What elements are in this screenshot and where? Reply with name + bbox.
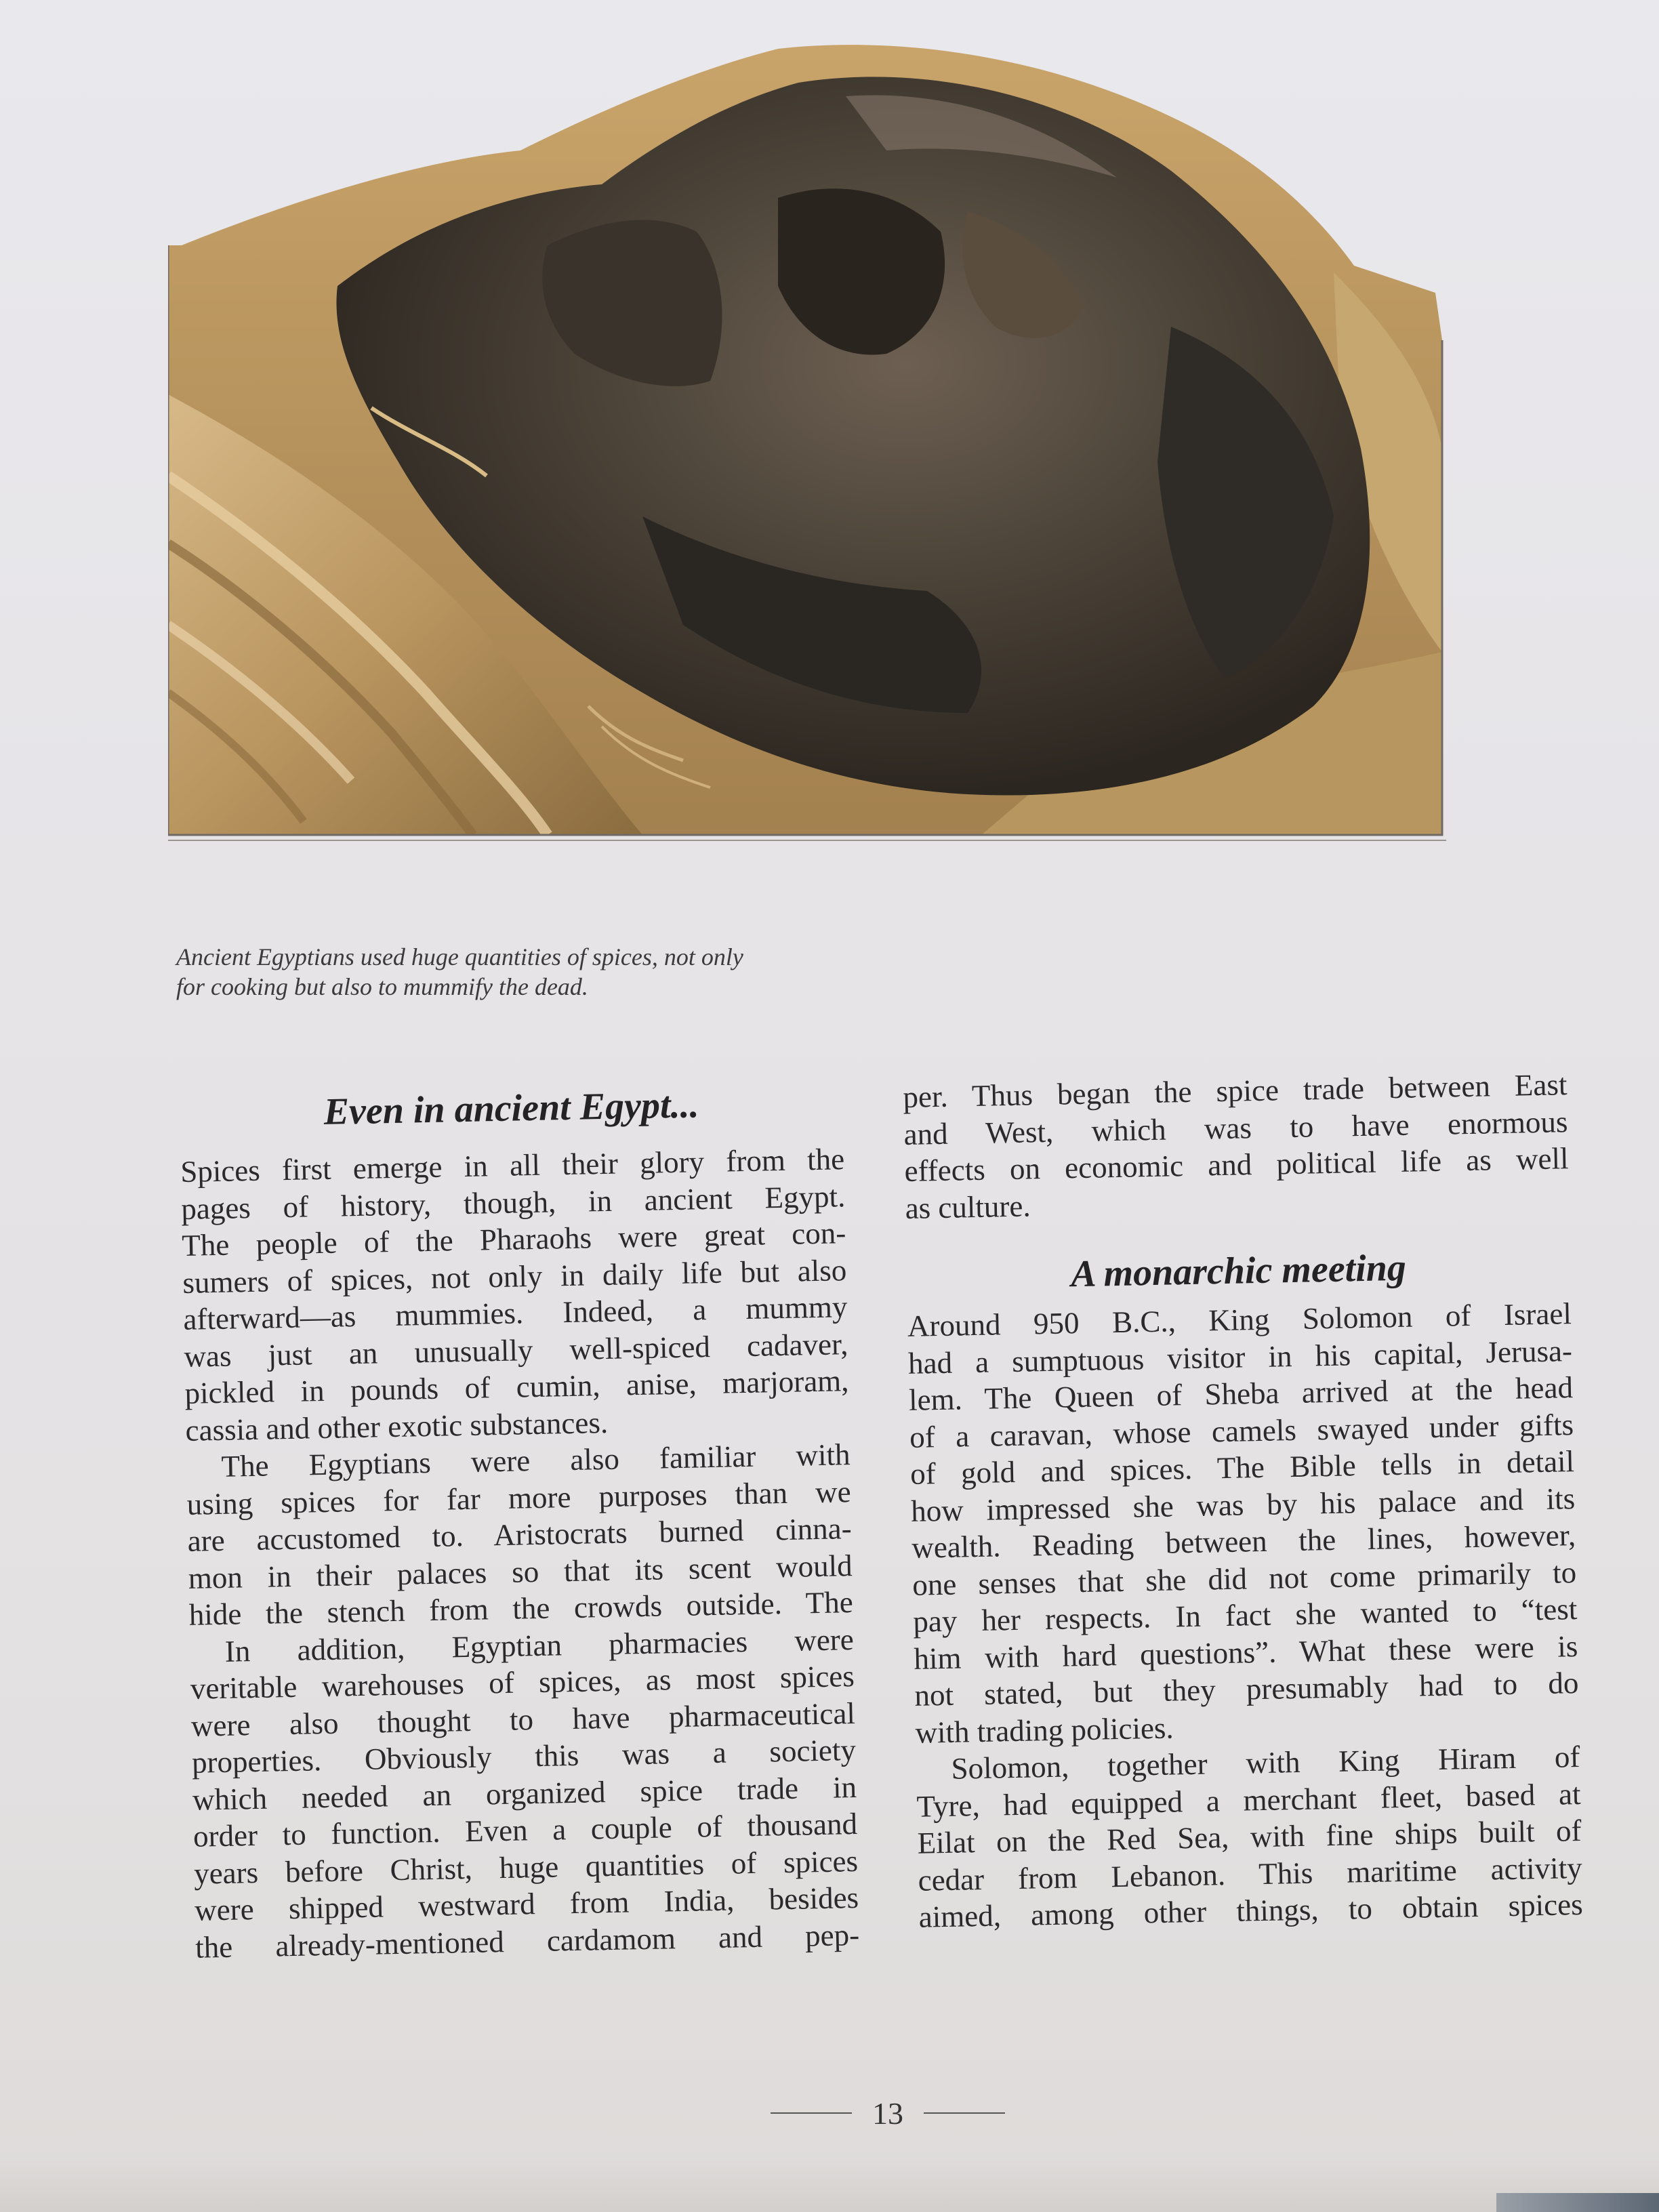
paragraph (907, 1295, 1579, 1751)
paragraph (916, 1738, 1583, 1936)
text-line: hide the stench from the crowds outside. The (188, 1585, 854, 1632)
section-heading-egypt: Even in ancient Egypt... (323, 1084, 700, 1133)
right-column (903, 1066, 1583, 1936)
text-line: how impressed she was by his palace and its (910, 1481, 1576, 1528)
text-line: properties. Obviously this was a society (191, 1733, 857, 1780)
caption-line: Ancient Egyptians used huge quantities of spices, not only (176, 943, 743, 970)
text-line: lem. The Queen of Sheba arrived at the head (908, 1370, 1574, 1417)
text-line: not stated, but they presumably had to do (914, 1666, 1579, 1713)
section-heading-monarchic: A monarchic meeting (1070, 1246, 1407, 1296)
text-line: were shipped westward from India, besides (194, 1880, 859, 1927)
text-line: as culture. (905, 1188, 1031, 1225)
text-line: are accustomed to. Aristocrats burned cinna- (187, 1511, 853, 1558)
text-line: and West, which was to have enormous (903, 1104, 1568, 1151)
paragraph (180, 1141, 850, 1449)
text-line: were also thought to have pharmaceutical (190, 1696, 856, 1743)
text-line: using spices for far more purposes than we (186, 1474, 852, 1521)
text-line: years before Christ, huge quantities of spices (193, 1843, 859, 1891)
text-line: pages of history, though, in ancient Egypt. (180, 1179, 846, 1226)
text-line: cassia and other exotic substances. (185, 1405, 609, 1448)
text-line: had a sumptuous visitor in his capital, Jerusa- (907, 1333, 1573, 1380)
text-line: effects on economic and political life as well (904, 1141, 1569, 1188)
paragraph (189, 1621, 859, 1966)
text-line: one senses that she did not come primarily to (912, 1555, 1577, 1602)
text-line: mon in their palaces so that its scent would (188, 1548, 853, 1595)
page-corner-background (1496, 2193, 1659, 2212)
caption-line: for cooking but also to mummify the dead. (176, 973, 588, 1000)
text-line: Eilat on the Red Sea, with fine ships built of (917, 1813, 1582, 1860)
photo-caption (176, 942, 854, 1002)
text-line: pay her respects. In fact she wanted to “test (912, 1592, 1578, 1639)
text-line: Spices first emerge in all their glory from the (180, 1142, 845, 1189)
text-line: The people of the Pharaohs were great con- (181, 1216, 846, 1263)
text-line: with trading policies. (915, 1711, 1174, 1750)
text-line: order to function. Even a couple of thousand (192, 1806, 858, 1853)
text-line: In addition, Egyptian pharmacies were (224, 1622, 855, 1668)
text-line: aimed, among other things, to obtain spices (918, 1887, 1584, 1934)
text-line: wealth. Reading between the lines, however, (911, 1518, 1576, 1565)
left-column (179, 1078, 860, 1966)
text-line: of gold and spices. The Bible tells in detail (909, 1444, 1575, 1491)
page-number-footer (752, 2093, 1023, 2133)
paragraph (903, 1066, 1570, 1227)
folio-rule-right (924, 2112, 1005, 2114)
text-line: afterward—as mummies. Indeed, a mummy (182, 1290, 848, 1336)
text-line: which needed an organized spice trade in (192, 1769, 857, 1817)
text-line: Tyre, had equipped a merchant fleet, based at (916, 1776, 1581, 1824)
text-line: Around 950 B.C., King Solomon of Israel (907, 1296, 1572, 1343)
text-line: was just an unusually well-spiced cadaver, (184, 1326, 848, 1374)
paragraph (186, 1436, 853, 1633)
text-line: per. Thus began the spice trade between East (903, 1067, 1568, 1114)
text-line: Solomon, together with King Hiram of (951, 1740, 1580, 1786)
text-line: The Egyptians were also familiar with (221, 1437, 851, 1483)
text-line: pickled in pounds of cumin, anise, marjoram, (184, 1364, 849, 1410)
page-number: 13 (872, 2095, 903, 2131)
text-line: veritable warehouses of spices, as most spices (190, 1659, 855, 1706)
text-line: cedar from Lebanon. This maritime activity (918, 1850, 1583, 1898)
text-line: the already-mentioned cardamom and pep- (194, 1917, 860, 1965)
text-line: him with hard questions”. What these were is (913, 1629, 1578, 1676)
page-shadow (0, 2158, 1659, 2212)
mummy-photo (168, 42, 1515, 877)
text-line: of a caravan, whose camels swayed under gifts (909, 1407, 1574, 1454)
text-line: sumers of spices, not only in daily life but also (182, 1252, 847, 1300)
folio-rule-left (771, 2112, 852, 2114)
